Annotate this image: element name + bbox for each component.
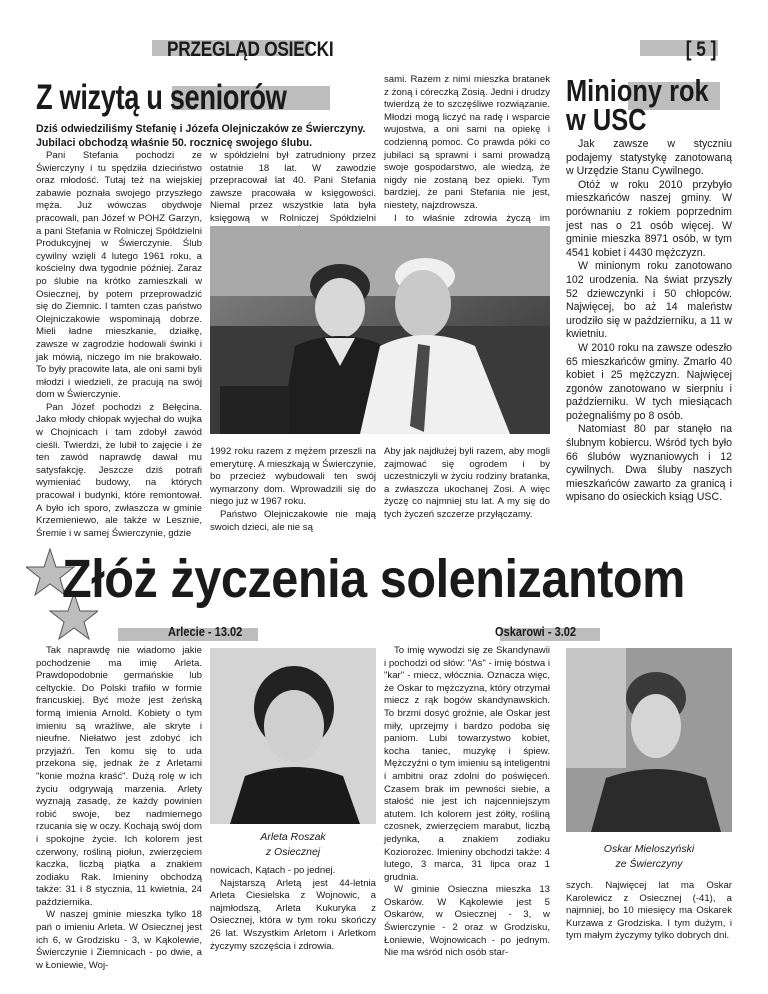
oskar-caption <box>566 842 732 872</box>
couple-photo <box>210 226 550 434</box>
wishes-column-4-below <box>566 880 732 943</box>
paragraph: Najstarszą Arletą jest 44-letnia Arleta Ciesielska z Wojnowic, a najmłodszą, Arleta Kukuryka z Osiecznej, która w tym roku skończy 26 lat. Wszystkim Arletom i Arletkom życzymy szczęścia i zdrowia. <box>210 877 376 952</box>
wishes-title: Złóż życzenia solenizantom <box>62 549 685 609</box>
arleta-subtitle: Arlecie - 13.02 <box>168 624 243 639</box>
wishes-column-3 <box>384 645 550 960</box>
arleta-photo-graphic <box>210 648 376 824</box>
paragraph: Otóż w roku 2010 przybyło mieszkańców naszej gminy. W porównaniu z rokiem poprzednim jest nas o 21 osób więcej. W gminie mieszka 8971 osób, w tym 4541 kobiet i 4430 mężczyzn. <box>566 178 732 259</box>
page-number: [ 5 ] <box>685 38 716 61</box>
oskar-photo <box>566 648 732 832</box>
sidebar-text <box>566 138 732 505</box>
paragraph: Pani Stefania pochodzi ze Świerczyny i tu spędziła dzieciństwo oraz młodość. Tutaj też na wiejskiej zabawie poznała swojego przyszłego męża. Już wówczas obydwoje pracowali, pan Józef w POHZ Garzyn, a pani Stefania w Rolniczej Spółdzielni Produkcyjnej w Świerczynie. Ślub cywilny wzięli 4 lutego 1961 roku, a kościelny dwa tygodnie później. Zaraz po ślubie na krótko zamieszkali w Osiecznej, by potem przeprowadzić się do Ziemnic. I tamten czas państwo Olejniczakowie wspominają dobrze. Mieli ładne mieszkanie, działkę, zawsze w zagrodzie hodowali świnki i jak mówią, niczego im nie brakowało. To były pracowite lata, ale oni sami byli młodzi i wiedzieli, że pracują na swój dom w Świerczynie. <box>36 150 202 401</box>
sidebar-title-line-2: w USC <box>566 102 647 137</box>
paragraph: szych. Najwięcej lat ma Oskar Karolewicz z Osiecznej (-41), a najmniej, bo 10 miesięcy ma Oskarek Kurzawa z Grodziska. I tym dużym, i tym małym życzymy tylko dobrych dni. <box>566 880 732 942</box>
arleta-caption-name: Arleta Roszak <box>260 831 326 843</box>
sidebar-title <box>566 73 709 137</box>
article-column-3 <box>384 74 550 238</box>
article-title: Z wizytą u seniorów <box>36 78 287 117</box>
paragraph: Natomiast 80 par stanęło na ślubnym kobiercu. Wśród tych było 66 ślubów wyznaniowych i 12 cywilnych. Dwa śluby naszych mieszkańców zawarto za granicą i wpisano do osieckich ksiąg USC. <box>566 423 732 504</box>
arleta-caption <box>210 830 376 860</box>
paragraph: Jak zawsze w styczniu podajemy statystykę zanotowaną w Urzędzie Stanu Cywilnego. <box>566 138 732 178</box>
section-title: PRZEGLĄD OSIECKI <box>167 38 334 61</box>
paragraph: sami. Razem z nimi mieszka bratanek z żoną i córeczką Zosią. Jedni i drudzy twierdzą że to szczęśliwe rozwiązanie. Młodzi mogą liczyć na radę i wsparcie wujostwa, a oni sami na opiekę i codzienną pomoc. Co prawda póki co jubilaci są sprawni i sami prowadzą swoje gospodarstwo, ale wiedzą, że nigdy nie zostaną bez opieki. Tym bardziej, że pani Stefania nie jest, niestety, najzdrowsza. <box>384 74 550 211</box>
article-column-1 <box>36 150 202 540</box>
article-bottom-column-2 <box>384 446 550 522</box>
article-bottom-column-1 <box>210 446 376 534</box>
paragraph: W minionym roku zanotowano 102 urodzenia. Na świat przyszły 52 dziewczynki i 50 chłopców. Najwięcej, bo aż 14 maleństw urodziło się w październiku, a 11 w kwietniu. <box>566 260 732 341</box>
paragraph: I to właśnie zdrowia życzą im <box>394 212 550 224</box>
paragraph: To imię wywodzi się ze Skandynawii i pochodzi od słów: "As" - imię bóstwa i "kar" - miecz, włócznia. Oznacza więc, że Oskar to mężczyzna, który otrzymał miecz z rąk bogów skandynawskich. To brzmi dosyć groźnie, ale Oskar jest miły, uprzejmy i bardzo podoba się paniom. Lubi towarzystwo kobiet, kocha taniec, muzykę i śpiew. Mężczyźni o tym imieniu są inteligentni i ambitni oraz zdolni do poświęceń. Czasem brak im pewności siebie, a stałość nie jest ich najcenniejszym atutem. Ich kolorem jest żółty, rośliną czosnek, zwierzęciem marabut, liczbą jedynka, a znakiem zodiaku Koziorożec. Imieniny obchodzi także: 4 lutego, 3 marca, 31 lipca oraz 1 grudnia. <box>384 645 550 883</box>
oskar-caption-name: Oskar Mieloszyński <box>603 843 695 855</box>
couple-photo-graphic <box>210 226 550 434</box>
paragraph: W 2010 roku na zawsze odeszło 65 mieszkańców gminy. Zmarło 40 kobiet i 25 mężczyzn. Najwięcej zgonów zanotowano w sierpniu i październiku. W tych miesiącach pożegnaliśmy po 8 osób. <box>566 341 732 422</box>
paragraph: W naszej gminie mieszka tylko 18 pań o imieniu Arleta. W Osiecznej jest ich 6, w Grodzisku - 3, w Kąkolewie, Świerczynie i Ziemnicach - po dwie, a w Łoniewie, Woj- <box>36 909 202 971</box>
paragraph: nowicach, Kątach - po jednej. <box>210 865 336 876</box>
sidebar-title-line-1: Miniony rok <box>566 73 709 108</box>
paragraph: 1992 roku razem z mężem przeszli na emeryturę. A mieszkają w Świerczynie, bo przecież wybudowali ten swój wymarzony dom. Wprowadzili się do niego już w 1967 roku. <box>210 446 376 508</box>
paragraph: Aby jak najdłużej byli razem, aby mogli zajmować się ogrodem i by uczestniczyli w życiu rodziny bratanka, a zwłaszcza ukochanej Zosi. A więc życzę co najmniej stu lat. A my się do tych życzeń szczerze przyłączamy. <box>384 446 550 520</box>
paragraph: w spółdzielni był zatrudniony przez ostatnie 18 lat. W zawodzie przepracował lat 40. Pani Stefania zawsze pracowała w księgowości. Niemal przez wszystkie lata była księgową w Rolniczej Spółdzielni <box>210 150 376 224</box>
oskar-caption-place: ze Świerczyny <box>615 858 683 870</box>
wishes-column-1 <box>36 645 202 972</box>
article-lead: Dziś odwiedziliśmy Stefanię i Józefa Olejniczaków ze Świerczyny. Jubilaci obchodzą właśnie 50. rocznicę swojego ślubu. <box>36 123 366 149</box>
wishes-column-2-below <box>210 865 376 953</box>
oskar-photo-graphic <box>566 648 732 832</box>
paragraph: Państwo Olejniczakowie nie mają swoich dzieci, ale nie są <box>210 508 376 533</box>
paragraph: Tak naprawdę nie wiadomo jakie pochodzenie ma imię Arleta. Prawdopodobnie germańskie lub celtyckie. Do Polski trafiło w formie francuskiej. Być może jest żeńską formą imienia Arnold. Kobiety o tym imieniu są wrażliwe, ale skryte i nieufne. Niełatwo jest zdobyć ich przyjaźń. Ten komu się to uda przekona się, jednak że z Arletami "konie można kraść". Dużą rolę w ich życiu odgrywają marzenia. Arlety wyznają zasadę, że każdy powinien robić swoje, bez nadmiernego rzucania się w oczy. Kochają swój dom i spokojne życie. Ich kolorem jest czerwony, rośliną piołun, zwierzęciem kaczka, liczbą piątka a znakiem zodiaku Rak. Imieniny obchodzą także: 31 i 8 stycznia, 11 kwietnia, 24 października. <box>36 645 202 908</box>
arleta-photo <box>210 648 376 824</box>
arleta-caption-place: z Osiecznej <box>265 846 321 858</box>
paragraph: Pan Józef pochodzi z Bełęcina. Jako młody chłopak wyjechał do wujka w Chojnicach i tam zdobył zawód cieśli. Twierdzi, że lubił to zajęcie i że ten zawód naprawdę dawał mu satysfakcję. Jeszcze dziś potrafi wymieniać budowy, na których pracował i budynki, które remontował. A było ich sporo, zwłaszcza w gminie Krzemieniewo, ale także w Lesznie, Śremie i w samej Świerczynie, gdzie <box>36 401 202 539</box>
paragraph: W gminie Osieczna mieszka 13 Oskarów. W Kąkolewie jest 5 Oskarów, w Osiecznej - 3, w Świerczynie - 2 oraz w Grodzisku, Łoniewie, Wojnowicach - po jednym. Nie ma wśród nich osób star- <box>384 884 550 959</box>
oskar-subtitle: Oskarowi - 3.02 <box>495 624 577 639</box>
